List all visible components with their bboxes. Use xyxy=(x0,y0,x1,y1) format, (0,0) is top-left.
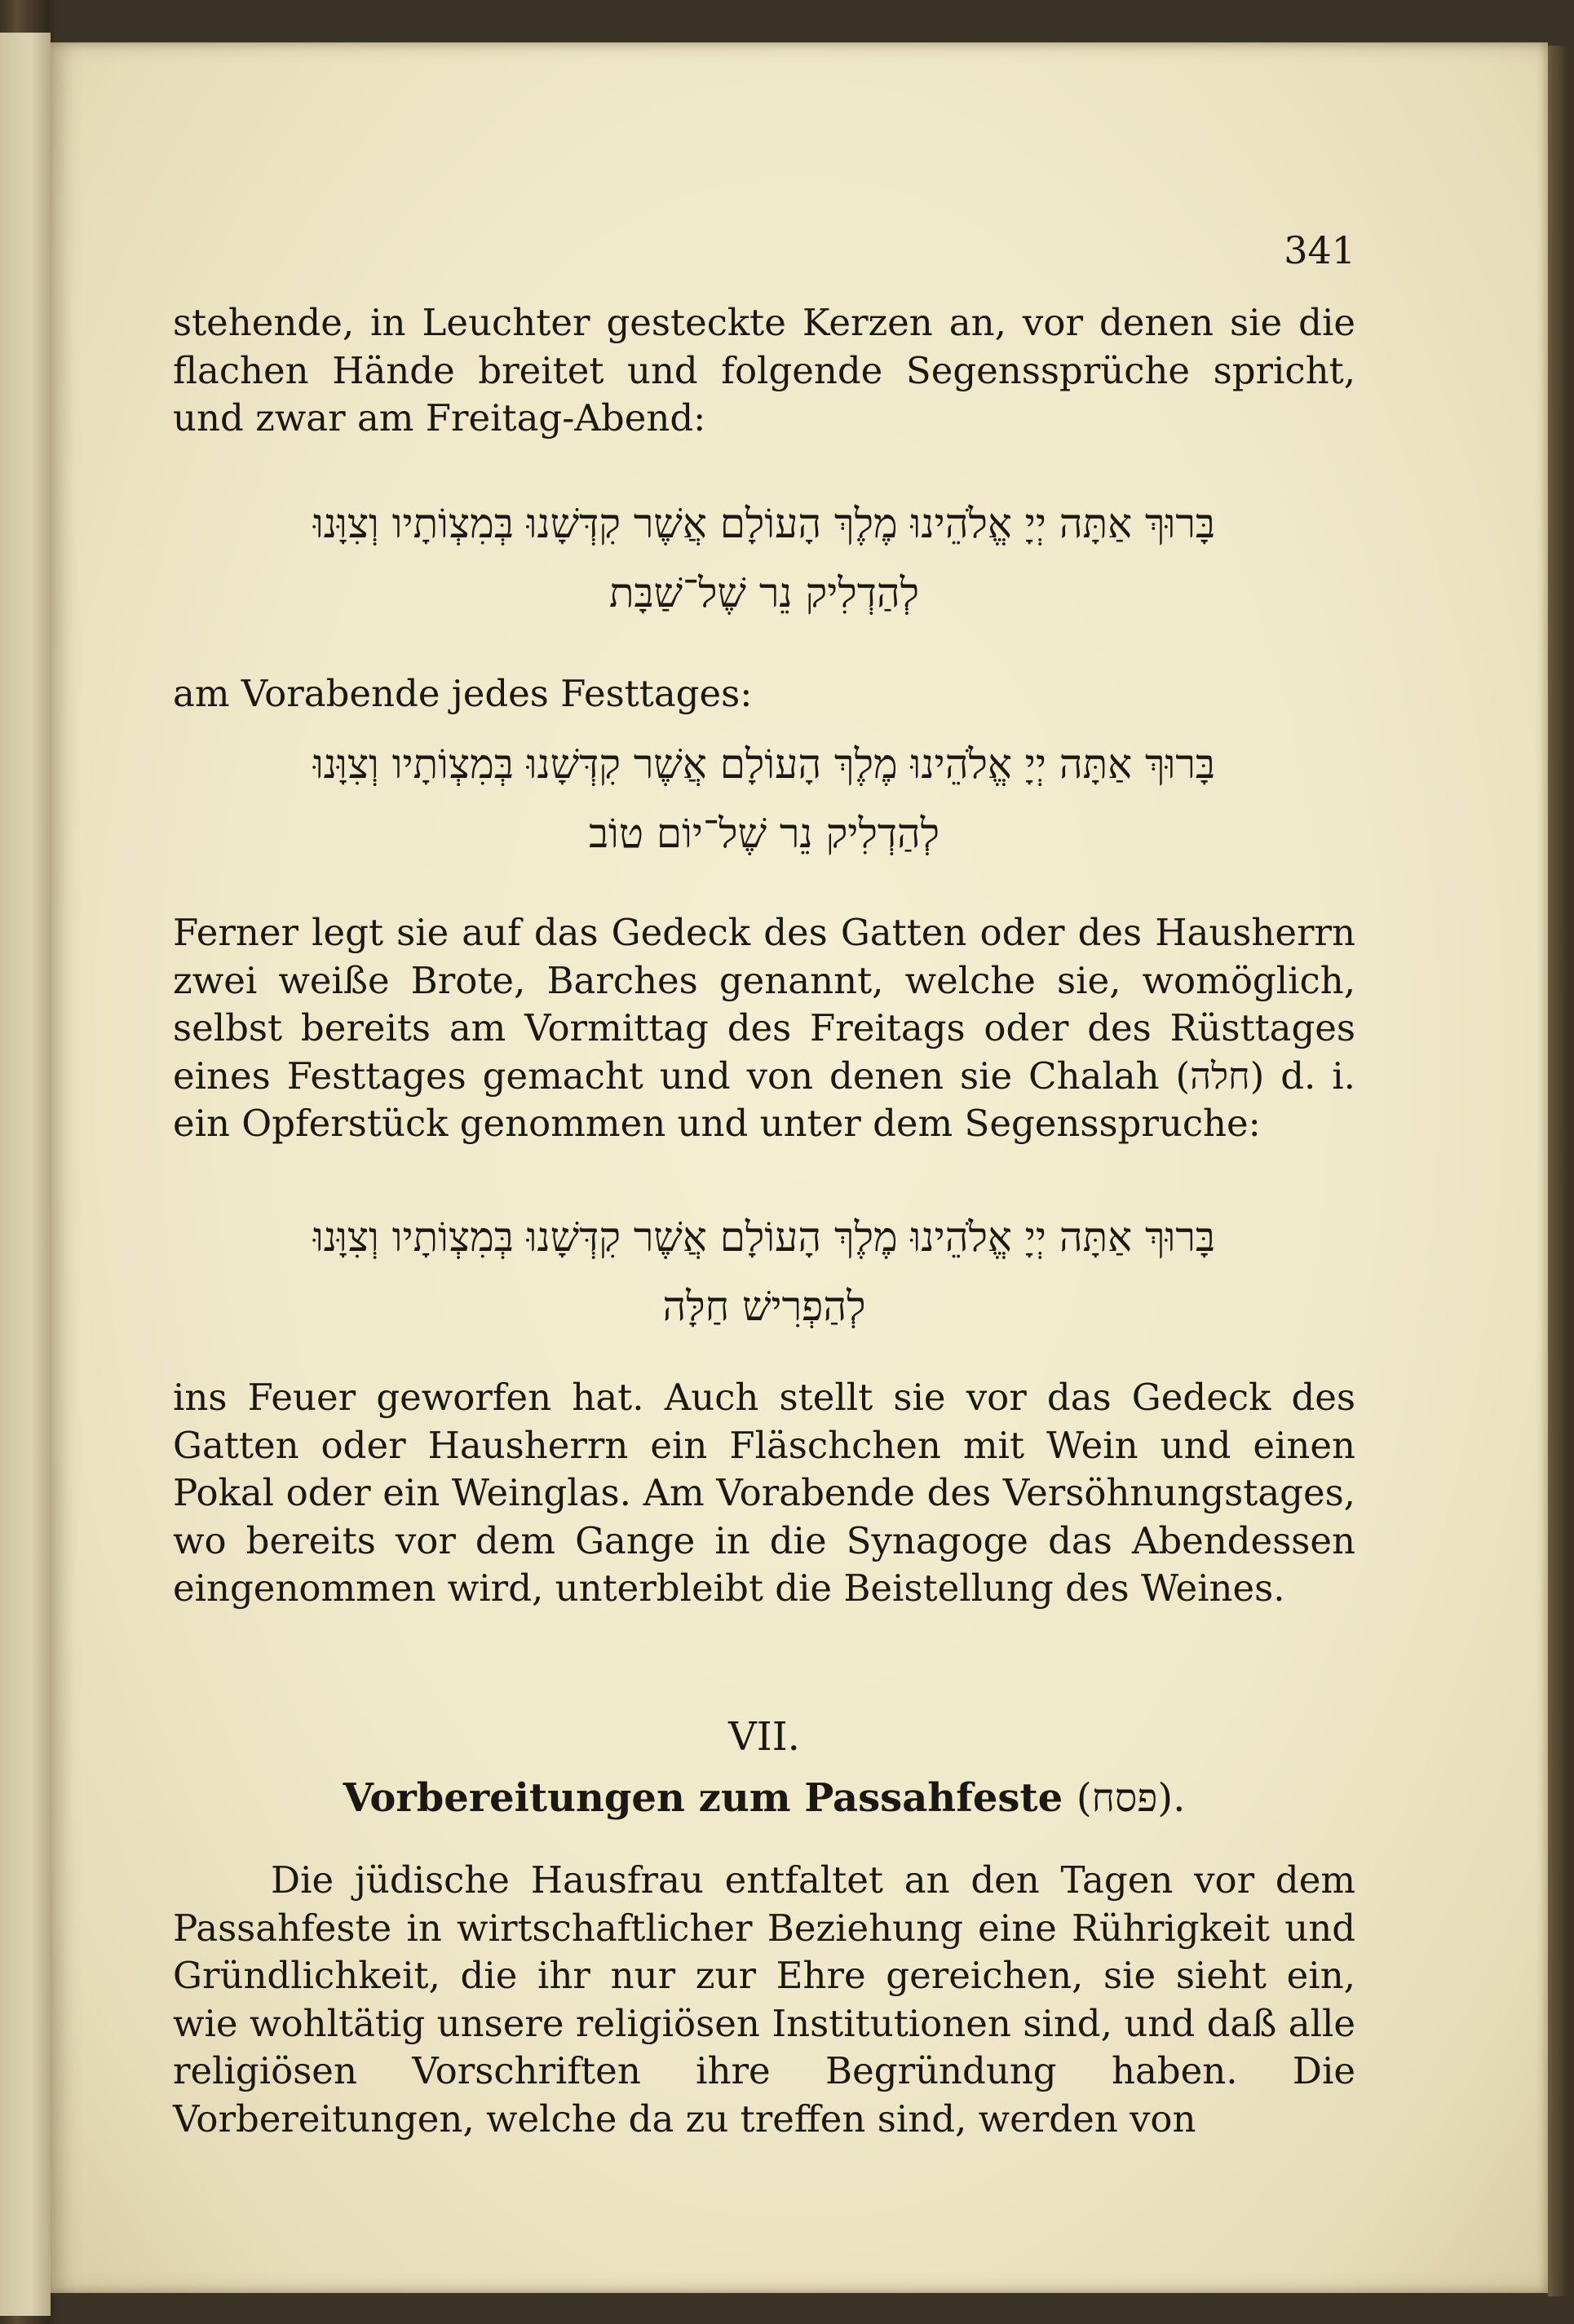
blessing-sabbath-line-2: לְהַדְלִיק נֵר שֶׁל־שַׁבָּת xyxy=(609,569,919,616)
paragraph-festival-eve: am Vorabende jedes Festtages: xyxy=(173,672,753,715)
page-number: 341 xyxy=(1284,228,1355,272)
left-page-edge xyxy=(0,33,51,2316)
blessing-sabbath-line-1: בָּרוּךְ אַתָּה יְיָ אֱלֹהֵינוּ מֶלֶךְ הָעוֹלָם אֲשֶׁר קִדְּשָׁנוּ בְּמִצְוֹתָיו וְצִוָּנוּ xyxy=(312,500,1216,547)
paragraph-candle-lighting: stehende, in Leuchter gesteckte Kerzen an, vor denen sie die flachen Hände breitet und folgende Segenssprüche spricht, und zwar am Freitag-Abend: xyxy=(173,301,1355,440)
section-title xyxy=(173,1775,1355,1821)
blessing-challah-line-1: בָּרוּךְ אַתָּה יְיָ אֱלֹהֵינוּ מֶלֶךְ הָעוֹלָם אֲשֶׁר קִדְּשָׁנוּ בְּמִצְוֹתָיו וְצִוָּנוּ xyxy=(312,1213,1216,1261)
paragraph-barches: Ferner legt sie auf das Gedeck des Gatten oder des Hausherrn zwei weiße Brote, Barches genannt, welche sie, womöglich, selbst bereits am Vormittag des Freitags oder des Rüsttages eines Festtages gemacht und von denen sie Chalah (חלה) d. i. ein Opferstück genommen und unter dem Segensspruche: xyxy=(173,911,1355,1145)
book-cover-edge xyxy=(1548,46,1569,2296)
paragraph-wine: ins Feuer geworfen hat. Auch stellt sie vor das Gedeck des Gatten oder Hausherrn ein Fläschchen mit Wein und einen Pokal oder ein Weinglas. Am Vorabende des Versöhnungstages, wo bereits vor dem Gange in die Synagoge das Abendessen eingenommen wird, unterbleibt die Beistellung des Weines. xyxy=(173,1376,1355,1610)
blessing-festival-line-2: לְהַדְלִיק נֵר שֶׁל־יוֹם טוֹב xyxy=(588,810,940,857)
blessing-challah-line-2: לְהַפְרִישׁ חַלָּה xyxy=(662,1283,866,1330)
book-page xyxy=(51,42,1548,2293)
section-title-hebrew: (פסח). xyxy=(1076,1775,1186,1821)
section-number: VII. xyxy=(728,1714,800,1760)
blessing-festival-line-1: בָּרוּךְ אַתָּה יְיָ אֱלֹהֵינוּ מֶלֶךְ הָעוֹלָם אֲשֶׁר קִדְּשָׁנוּ בְּמִצְוֹתָיו וְצִוָּנוּ xyxy=(312,740,1216,788)
section-title-text: Vorbereitungen zum Passahfeste xyxy=(343,1775,1063,1821)
paragraph-passover-preparations: Die jüdische Hausfrau entfaltet an den Tagen vor dem Passahfeste in wirtschaftlicher Beziehung eine Rührigkeit und Gründlichkeit, die ihr nur zur Ehre gereichen, sie sieht ein, wie wohltätig unsere religiösen Institutionen sind, und daß alle religiösen Vorschriften ihre Begründung haben. Die Vorbereitungen, welche da zu treffen sind, werden von xyxy=(173,1858,1355,2141)
